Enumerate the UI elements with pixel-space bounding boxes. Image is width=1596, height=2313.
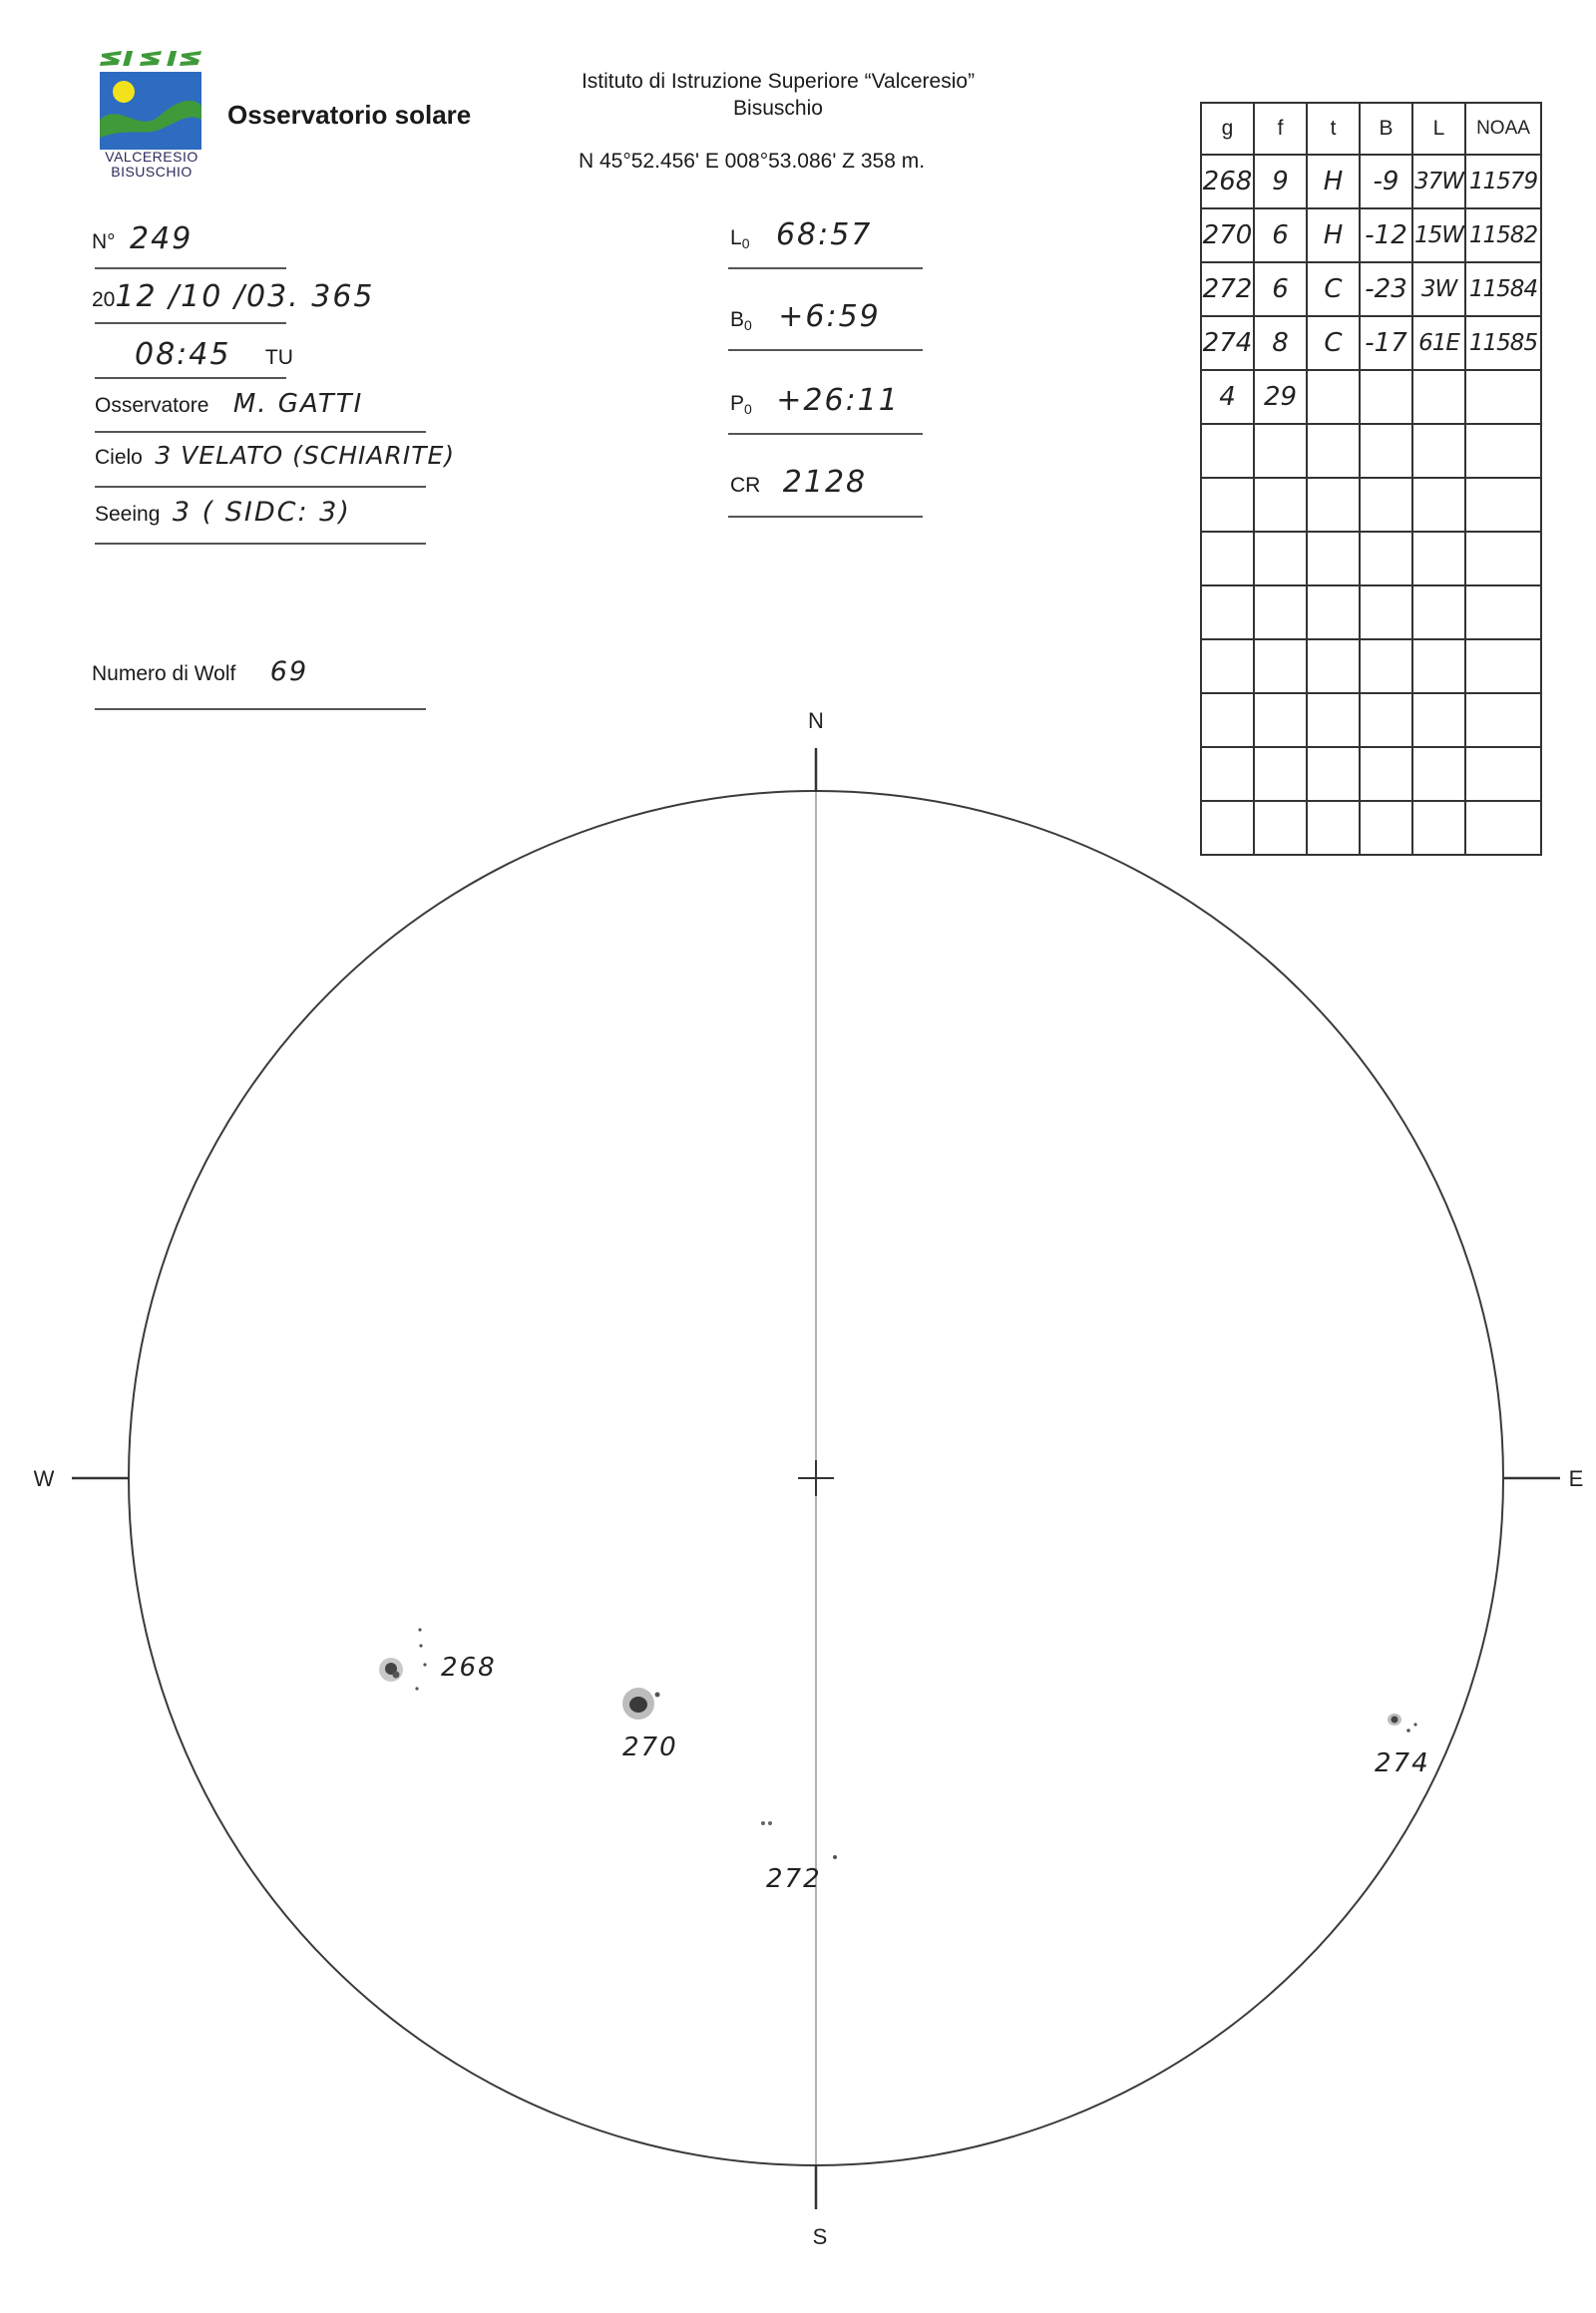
report-number-label: N° xyxy=(92,230,116,253)
table-cell: H xyxy=(1307,208,1360,262)
seeing-label: Seeing xyxy=(95,503,161,526)
date-value: 12 /10 /03. 365 xyxy=(115,279,375,314)
pore xyxy=(423,1663,426,1666)
table-cell: -17 xyxy=(1360,316,1412,370)
table-header-cell: g xyxy=(1201,103,1254,155)
p0-value: +26:11 xyxy=(776,383,900,418)
table-cell: C xyxy=(1307,316,1360,370)
observer-value: M. GATTI xyxy=(232,389,364,419)
north-label: N xyxy=(808,708,824,733)
cr-value: 2128 xyxy=(782,465,868,500)
group-label-274: 274 xyxy=(1375,1748,1430,1778)
l0-subscript: 0 xyxy=(741,235,750,252)
table-header-cell: t xyxy=(1307,103,1360,155)
report-number-value: 249 xyxy=(130,221,194,256)
table-header-cell: B xyxy=(1360,103,1412,155)
p0-label: P xyxy=(730,392,745,415)
table-cell: 11584 xyxy=(1465,262,1541,316)
observatory-title: Osservatorio solare xyxy=(227,100,472,130)
sunspot-group-272 xyxy=(761,1821,837,1894)
cr-label: CR xyxy=(730,474,761,497)
table-cell: -12 xyxy=(1360,208,1412,262)
pore xyxy=(418,1628,421,1631)
table-cell: 3W xyxy=(1412,262,1465,316)
table-cell: C xyxy=(1307,262,1360,316)
institute-line1: Istituto di Istruzione Superiore “Valceresio” xyxy=(581,70,976,93)
observatory-coordinates: N 45°52.456' E 008°53.086' Z 358 m. xyxy=(579,150,926,173)
time-unit: TU xyxy=(264,346,293,369)
wolf-number-value: 69 xyxy=(269,656,309,687)
sunspot-group-268 xyxy=(379,1628,497,1690)
table-cell: 29 xyxy=(1254,370,1307,424)
table-header-cell: NOAA xyxy=(1465,103,1541,155)
table-cell: 4 xyxy=(1201,370,1254,424)
pore xyxy=(419,1644,422,1647)
table-header-cell: L xyxy=(1412,103,1465,155)
time-value: 08:45 xyxy=(135,337,231,372)
east-label: E xyxy=(1568,1466,1584,1491)
date-prefix: 20 xyxy=(92,288,116,311)
south-label: S xyxy=(812,2224,828,2249)
umbra xyxy=(1392,1717,1398,1724)
wolf-number-label: Numero di Wolf xyxy=(92,662,236,685)
table-cell: 6 xyxy=(1254,262,1307,316)
logo-caption-line1: VALCERESIO xyxy=(105,149,199,165)
table-cell: 9 xyxy=(1254,155,1307,208)
pore xyxy=(655,1693,660,1698)
table-cell: 270 xyxy=(1201,208,1254,262)
table-cell: 11585 xyxy=(1465,316,1541,370)
seeing-value: 3 ( SIDC: 3) xyxy=(172,497,351,528)
table-cell: 274 xyxy=(1201,316,1254,370)
logo-caption-line2: BISUSCHIO xyxy=(111,164,193,180)
table-cell: 272 xyxy=(1201,262,1254,316)
table-cell: 6 xyxy=(1254,208,1307,262)
umbra xyxy=(393,1672,400,1679)
pore xyxy=(768,1821,772,1825)
group-label-268: 268 xyxy=(441,1653,497,1683)
west-label: W xyxy=(33,1466,55,1491)
group-label-270: 270 xyxy=(622,1733,678,1762)
observer-label: Osservatore xyxy=(95,394,209,417)
pore xyxy=(1413,1723,1416,1726)
table-cell: 268 xyxy=(1201,155,1254,208)
sunspot-group-270 xyxy=(622,1688,678,1762)
pore xyxy=(1406,1729,1410,1733)
table-cell: 11579 xyxy=(1465,155,1541,208)
l0-value: 68:57 xyxy=(775,217,873,252)
b0-value: +6:59 xyxy=(778,299,881,334)
p0-subscript: 0 xyxy=(744,401,752,418)
table-cell: 61E xyxy=(1412,316,1465,370)
table-cell: 11582 xyxy=(1465,208,1541,262)
umbra xyxy=(629,1697,647,1713)
sky-label: Cielo xyxy=(95,446,143,469)
pore xyxy=(833,1855,837,1859)
b0-subscript: 0 xyxy=(744,317,752,334)
table-cell: 15W xyxy=(1412,208,1465,262)
table-cell: -23 xyxy=(1360,262,1412,316)
sunspot-group-274 xyxy=(1375,1714,1430,1778)
table-cell: H xyxy=(1307,155,1360,208)
table-cell: -9 xyxy=(1360,155,1412,208)
institute-line2: Bisuschio xyxy=(733,97,823,120)
b0-label: B xyxy=(730,308,745,331)
table-cell: 8 xyxy=(1254,316,1307,370)
table-cell: 37W xyxy=(1412,155,1465,208)
group-label-272: 272 xyxy=(766,1864,822,1894)
l0-label: L xyxy=(730,226,742,249)
pore xyxy=(415,1687,418,1690)
pore xyxy=(761,1821,765,1825)
table-header-cell: f xyxy=(1254,103,1307,155)
sky-value: 3 VELATO (SCHIARITE) xyxy=(155,441,456,470)
